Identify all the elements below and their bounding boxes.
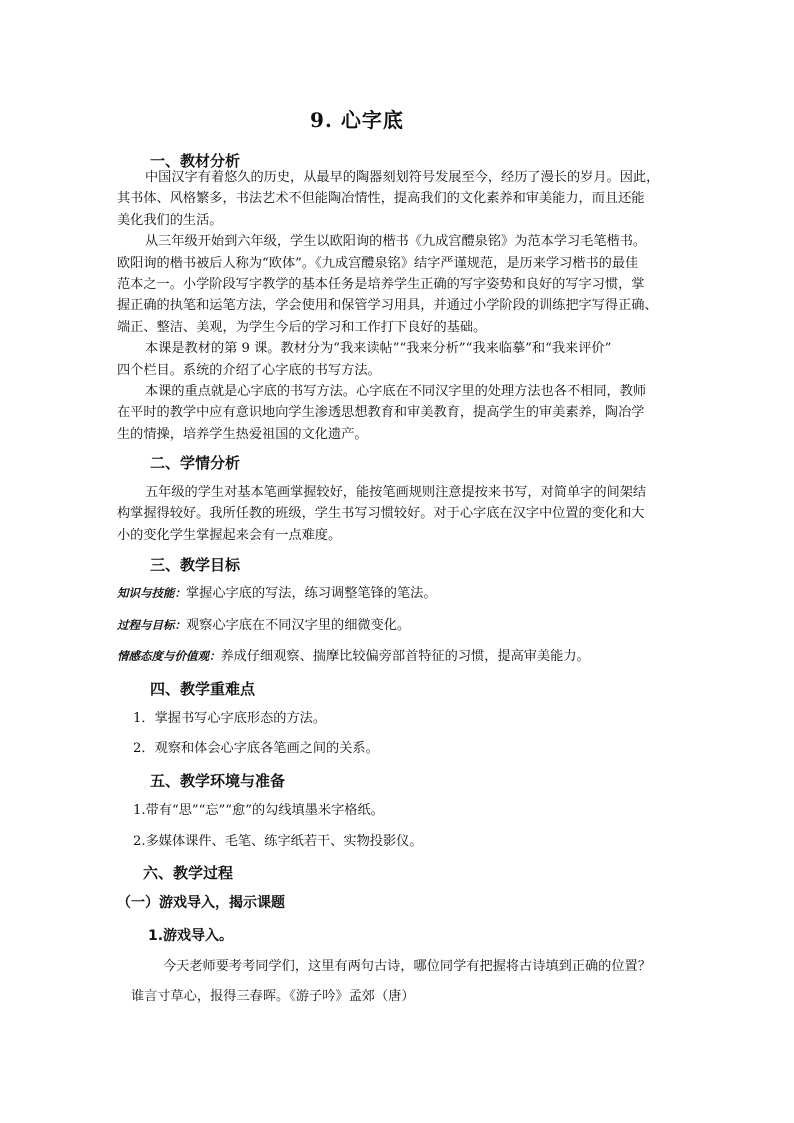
page-title: 9. 心字底: [310, 108, 404, 132]
paragraph-line: 其书体、风格繁多，书法艺术不但能陶冶情性，提高我们的文化素养和审美能力，而且还能: [117, 191, 645, 207]
paragraph-line: 从三年级开始到六年级，学生以欧阳询的楷书《九成宫醴泉铭》为范本学习毛笔楷书。: [145, 234, 647, 250]
section-heading-3: 三、教学目标: [150, 556, 241, 574]
paragraph-line: 小的变化学生掌握起来会有一点难度。: [117, 527, 342, 543]
poem-line: 谁言寸草心，报得三春晖。《游子吟》孟郊（唐）: [131, 989, 415, 1004]
section-heading-2: 二、学情分析: [150, 454, 241, 472]
objective-label: 情感态度与价值观：: [117, 649, 221, 663]
paragraph-line: 今天老师要考考同学们，这里有两句古诗，哪位同学有把握将古诗填到正确的位置？: [163, 959, 651, 974]
paragraph-line: 生的情操，培养学生热爱祖国的文化遗产。: [117, 426, 368, 442]
paragraph-line: 美化我们的生活。: [117, 212, 223, 228]
list-item: 2．观察和体会心字底各笔画之间的关系。: [133, 741, 379, 756]
objective-process: [117, 615, 410, 636]
list-item: 2.多媒体课件、毛笔、练字纸若干、实物投影仪。: [133, 834, 423, 849]
paragraph-line: 握正确的执笔和运笔方法，学会使用和保管学习用具，并通过小学阶段的训练把字写得正确、: [117, 298, 658, 314]
list-item: 1．掌握书写心字底形态的方法。: [133, 711, 327, 726]
objective-text: 养成仔细观察、揣摩比较偏旁部首特征的习惯，提高审美能力。: [220, 649, 590, 664]
paragraph-line: 在平时的教学中应有意识地向学生渗透思想教育和审美教育，提高学生的审美素养，陶冶学: [117, 405, 645, 421]
paragraph-line: 四个栏目。系统的介绍了心字底的书写方法。: [117, 362, 381, 378]
paragraph-line: 本课是教材的第 9 课。教材分为“我来读帖”“我来分析”“我来临摹”和“我来评价”: [145, 341, 612, 357]
list-item: 1.带有“思”“忘”“愈”的勾线填墨米字格纸。: [133, 803, 384, 818]
paragraph-line: 中国汉字有着悠久的历史，从最早的陶器刻划符号发展至今，经历了漫长的岁月。因此，: [145, 170, 660, 185]
section-heading-4: 四、教学重难点: [150, 680, 256, 698]
section-heading-5: 五、教学环境与准备: [150, 772, 286, 790]
objective-knowledge: [117, 583, 437, 604]
objective-emotion: [117, 646, 590, 667]
section-2-body: [117, 482, 646, 546]
paragraph-line: 构掌握得较好。我所任教的班级，学生书写习惯较好。对于心字底在汉字中位置的变化和大: [117, 506, 645, 522]
paragraph-line: 欧阳询的楷书被后人称为“欧体”。《九成宫醴泉铭》结字严谨规范，是历来学习楷书的最佳: [117, 255, 639, 271]
objective-label: 过程与目标：: [117, 618, 186, 632]
paragraph-line: 端正、整洁、美观，为学生今后的学习和工作打下良好的基础。: [117, 319, 487, 335]
objective-label: 知识与技能：: [117, 586, 186, 600]
section-heading-6: 六、教学过程: [143, 864, 234, 882]
subsection-heading: （一）游戏导入，揭示课题: [117, 895, 285, 911]
paragraph-line: 本课的重点就是心字底的书写方法。心字底在不同汉字里的处理方法也各不相同，教师: [145, 383, 647, 399]
paragraph-line: 五年级的学生对基本笔画掌握较好，能按笔画规则注意提按来书写，对简单字的间架结: [145, 485, 647, 500]
objective-text: 掌握心字底的写法，练习调整笔锋的笔法。: [186, 586, 437, 601]
objective-text: 观察心字底在不同汉字里的细微变化。: [186, 618, 411, 633]
section-1-body: [117, 167, 659, 445]
paragraph-line: 范本之一。小学阶段写字教学的基本任务是培养学生正确的写字姿势和良好的写字习惯，掌: [117, 276, 645, 292]
sub-subsection-heading: 1.游戏导入。: [148, 928, 234, 944]
section-heading-1: 一、教材分析: [150, 152, 241, 170]
